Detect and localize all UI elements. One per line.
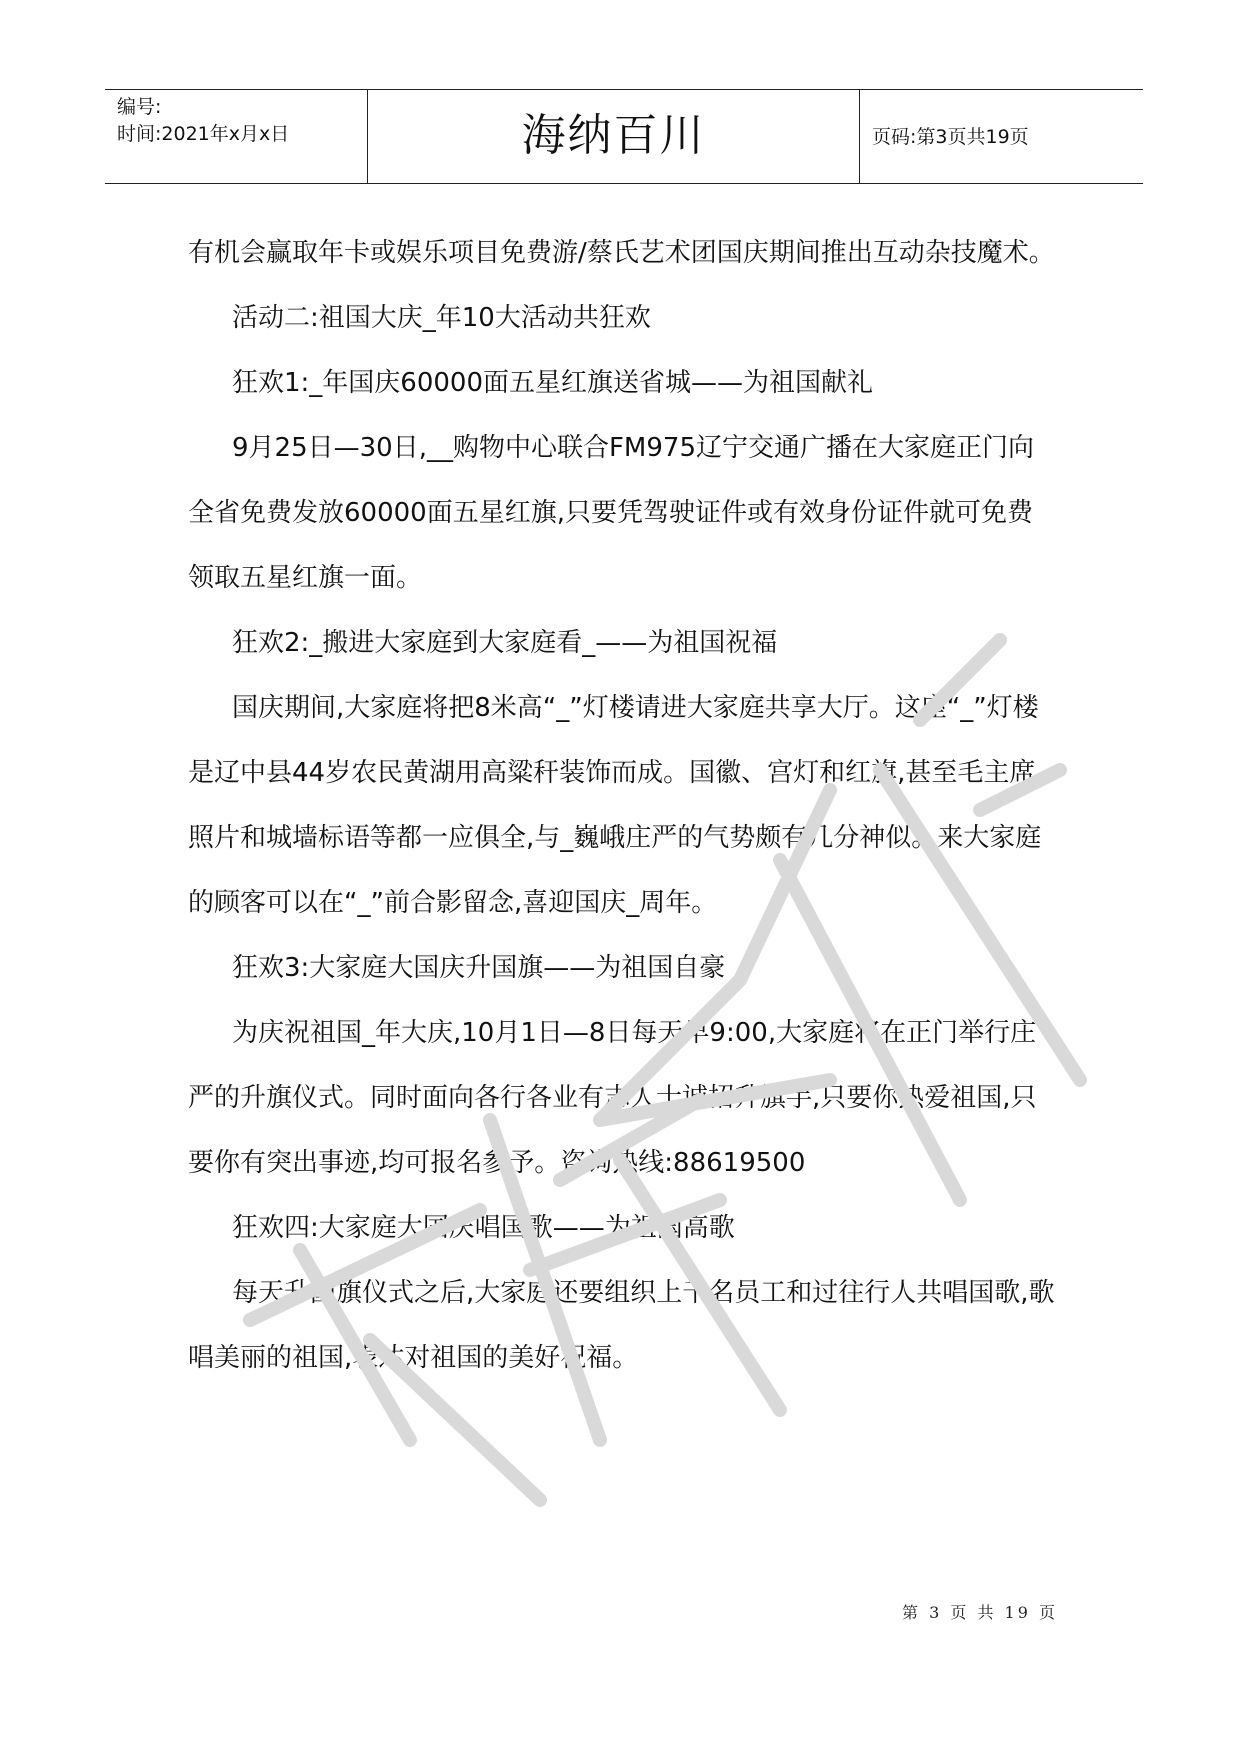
paragraph: 活动二:祖国大庆_年10大活动共狂欢 [232, 303, 651, 333]
document-body [188, 221, 1058, 1391]
page-footer: 第 3 页 共 19 页 [902, 1603, 1058, 1622]
header-page-cell [860, 90, 1143, 183]
paragraph: 每天升国旗仪式之后,大家庭还要组织上千名员工和过往行人共唱国歌,歌唱美丽的祖国,表达对祖国的美好祝福。 [188, 1278, 1055, 1373]
brand-title: 海纳百川 [521, 110, 706, 161]
paragraph: 有机会赢取年卡或娱乐项目免费游/蔡氏艺术团国庆期间推出互动杂技魔术。 [188, 238, 1055, 268]
paragraph: 为庆祝祖国_年大庆,10月1日—8日每天早9:00,大家庭将在正门举行庄严的升旗仪式。同时面向各行各业有志人士诚招升旗手,只要你热爱祖国,只要你有突出事迹,均可报名参予。咨询热线:88619500 [188, 1018, 1037, 1178]
paragraph: 9月25日—30日,__购物中心联合FM975辽宁交通广播在大家庭正门向全省免费发放60000面五星红旗,只要凭驾驶证件或有效身份证件就可免费领取五星红旗一面。 [188, 433, 1034, 593]
time-label: 时间:2021年x月x日 [117, 123, 290, 145]
page-number-label: 页码:第3页共19页 [872, 126, 1029, 148]
paragraph: 国庆期间,大家庭将把8米高“_”灯楼请进大家庭共享大厅。这座“_”灯楼是辽中县44岁农民黄湖用高粱秆装饰而成。国徽、宫灯和红旗,甚至毛主席照片和城墙标语等都一应俱全,与_巍峨庄严的气势颇有几分神似。来大家庭的顾客可以在“_”前合影留念,喜迎国庆_周年。 [188, 693, 1042, 918]
number-label: 编号: [117, 96, 162, 118]
header-brand-cell [368, 90, 860, 183]
paragraph: 狂欢2:_搬进大家庭到大家庭看_——为祖国祝福 [232, 628, 778, 658]
paragraph: 狂欢3:大家庭大国庆升国旗——为祖国自豪 [232, 953, 726, 983]
header-meta-cell [105, 90, 368, 183]
paragraph: 狂欢四:大家庭大国庆唱国歌——为祖国高歌 [232, 1213, 735, 1243]
page-header [105, 89, 1143, 184]
paragraph: 狂欢1:_年国庆60000面五星红旗送省城——为祖国献礼 [232, 368, 874, 398]
